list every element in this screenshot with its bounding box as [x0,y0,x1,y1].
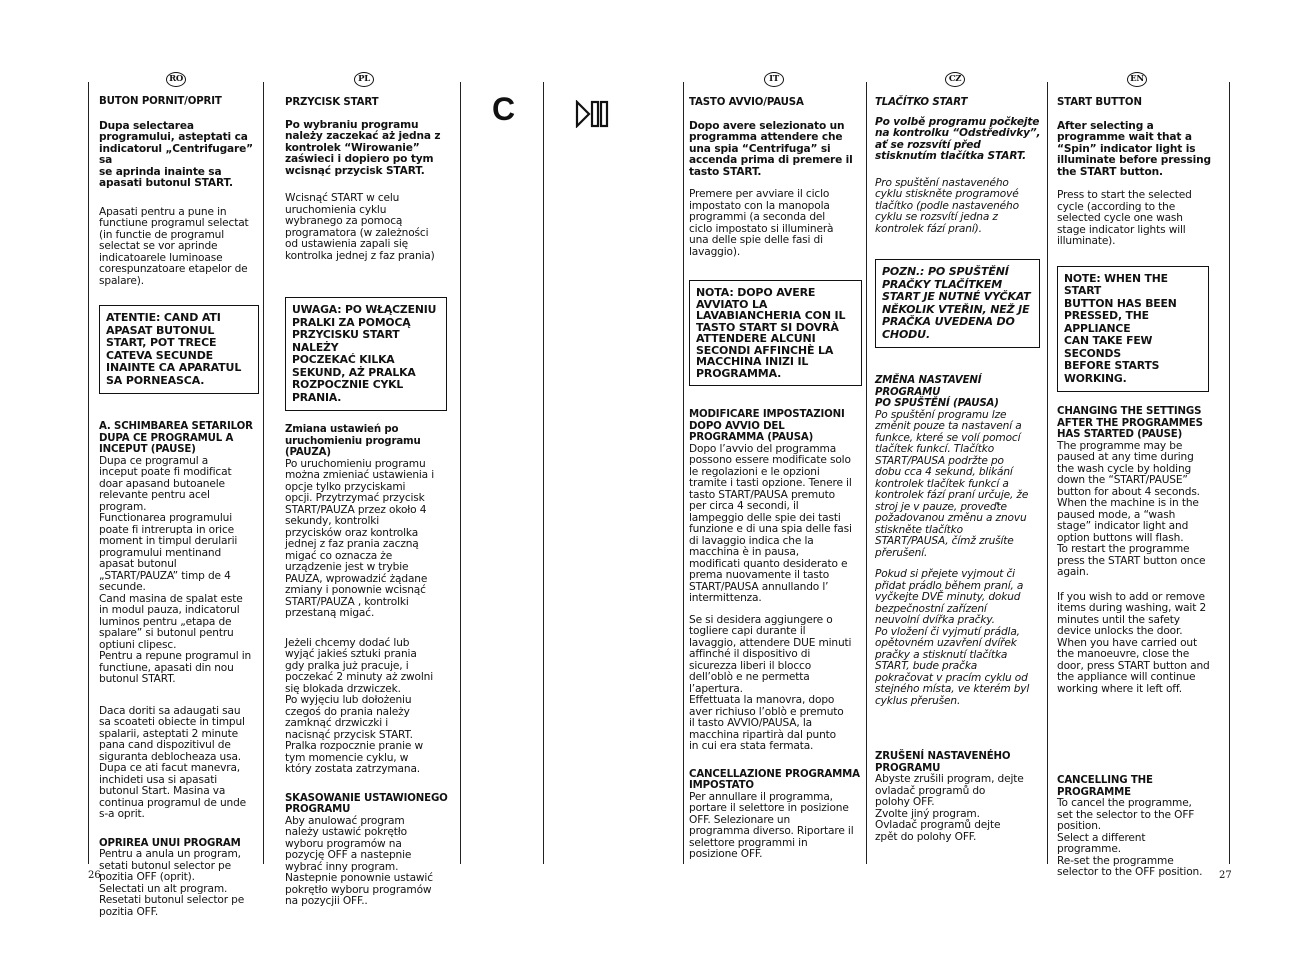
start-pause-icon [575,100,609,132]
notice-box [285,297,447,411]
language-badge-ro: RO [166,72,186,87]
body-text: Se si desidera aggiungere o togliere capi durante il lavaggio, attendere DUE minuti affinché il dispositivo di sicurezza liberi il blocco dell’oblò e ne permetta l’apertura. Effettuata la manovra, dopo aver richiuso l’oblò e premuto il tasto AVVIO/PAUSA, la macchina ripartirà dal punto in cui era stata fermata. [689,613,852,752]
column-divider [866,82,867,864]
intro-text: Dopo avere selezionato un programma attendere che una spia “Centrifuga” si accenda prima di premere il tasto START. [689,119,853,178]
body-text: Press to start the selected cycle (according to the selected cycle one wash stage indicator lights will illuminate). [1057,189,1192,247]
language-badge-cz: CZ [945,72,965,87]
body-text: Wcisnąć START w celu uruchomienia cyklu wybranego za pomocą programatora (w zależności od ustawienia zapali się kontrolka jednej z faz prania) [285,192,435,262]
section-heading: PRZYCISK START [285,97,379,108]
language-badge-it: IT [764,72,784,87]
body-text: Jeżeli chcemy dodać lub wyjąć jakieś sztuki prania gdy pralka już pracuje, i poczekać 2 minuty aż zwolni się blokada drzwiczek. Po wyjęciu lub dołożeniu czegoś do prania należy zamknąć drzwiczki i nacisnąć przycisk START. Pralka rozpocznie pranie w tym momencie cyklu, w który zostata zatrzymana. [285,636,434,775]
body-text: To cancel the programme, set the selector to the OFF position. Select a different programme. Re-set the programme selector to the OFF position. [1057,797,1203,878]
subsection-heading: ZRUŠENÍ NASTAVENÉHO PROGRAMU [875,751,1011,774]
body-text: The programme may be paused at any time during the wash cycle by holding down the “START/PAUSE” button for about 4 seconds. When the machine is in the paused mode, a “wash stage” indicator light and option buttons will flash. To restart the programme press the START button once again. [1057,439,1206,578]
subsection-heading: MODIFICARE IMPOSTAZIONI DOPO AVVIO DEL PROGRAMMA (PAUSA) [689,409,845,443]
notice-text: NOTE: WHEN THE START BUTTON HAS BEEN PRESSED, THE APPLIANCE CAN TAKE FEW SECONDS BEFORE STARTS WORKING. [1064,271,1177,385]
intro-text: Po wybraniu programu należy zaczekać aż jedna z kontrolek “Wirowanie” zaświeci i dopiero po tym wcisnąć przycisk START. [285,118,441,177]
subsection-heading: A. SCHIMBAREA SETARILOR DUPA CE PROGRAMUL A INCEPUT (PAUSE) [99,421,253,455]
notice-text: UWAGA: PO WŁĄCZENIU PRALKI ZA POMOCĄ PRZYCISKU START NALEŻY POCZEKAĆ KILKA SEKUND, AŻ PRALKA ROZPOCZNIE CYKL PRANIA. [292,303,437,404]
subsection-heading: OPRIREA UNUI PROGRAM [99,837,241,849]
column-cz [875,97,1045,843]
c-symbol: C [492,91,516,127]
notice-text: ATENTIE: CAND ATI APASAT BUTONUL START, POT TRECE CATEVA SECUNDE INAINTE CA APARATUL SA PORNEASCA. [106,311,242,387]
body-text: If you wish to add or remove items during washing, wait 2 minutes until the safety device unlocks the door. When you have carried out the manoeuvre, close the door, press START button and the appliance will continue working where it left off. [1057,590,1210,695]
body-text: Per annullare il programma, portare il selettore in posizione OFF. Selezionare un programma diverso. Riportare il selettore programmi in posizione OFF. [689,790,854,860]
body-text: Pokud si přejete vyjmout či přidat prádlo během praní, a vyčkejte DVĚ minuty, dokud bezpečnostní zařízení neuvolní dvířka pračky. Po vložení či vyjmutí prádla, opětovném uzavření dvířek pračky a stisknutí tlačítka START, bude pračka pokračovat v pracím cyklu od stejného místa, ve kterém byl cyklus přerušen. [875,568,1030,707]
section-heading: START BUTTON [1057,97,1142,108]
notice-box [1057,266,1209,393]
section-heading: TLAČÍTKO START [875,97,968,108]
body-text: Daca doriti sa adaugati sau sa scoateti obiecte in timpul spalarii, asteptati 2 minute pana cand dispozitivul de siguranta deblocheaza usa. Dupa ce ati facut manevra, inchideti usa si apasati butonul Start. Masina va continua programul de unde s-a oprit. [99,704,247,820]
body-text: Po uruchomieniu programu można zmieniać ustawienia i opcje tylko przyciskami opcji. Przytrzymać przycisk START/PAUZA przez około 4 sekundy, kontrolki przycisków oraz kontrolka jednej z faz prania zaczną migać co oznacza że urządzenie jest w trybie PAUZA, wprowadzić żądane zmiany i ponownie wcisnąć START/PAUZA , kontrolki przestaną migać. [285,457,435,619]
column-ro [99,96,261,918]
column-en [1057,97,1227,879]
body-text: Po spuštění programu lze změnit pouze ta nastavení a funkce, které se volí pomocí tlačítek funkcí. Tlačítko START/PAUSA podržte po dobu cca 4 sekund, blikání kontrolek tlačítek funkcí a kontrolek fází praní určuje, že stroj je v pauze, proveďte požadovanou změnu a znovu stiskněte tlačítko START/PAUSA, čímž zrušíte přerušení. [875,408,1029,559]
body-text: Premere per avviare il ciclo impostato con la manopola programmi (a seconda del ciclo impostato si illuminerà una delle spie delle fasi di lavaggio). [689,188,834,258]
body-text: Pentru a anula un program, setati butonul selector pe pozitia OFF (oprit). Selectati un alt program. Resetati butonul selector pe pozitia OFF. [99,848,245,918]
notice-text: NOTA: DOPO AVERE AVVIATO LA LAVABIANCHERIA CON IL TASTO START SI DOVRÀ ATTENDERE ALCUNI SECONDI AFFINCHÈ LA MACCHINA INIZI IL PROGRAMMA. [696,286,846,380]
column-divider [1229,82,1230,864]
section-heading: BUTON PORNIT/OPRIT [99,96,222,107]
notice-box [875,259,1040,348]
subsection-heading: CHANGING THE SETTINGS AFTER THE PROGRAMMES HAS STARTED (PAUSE) [1057,406,1203,440]
subsection-heading: CANCELLING THE PROGRAMME [1057,775,1153,798]
body-text: Apasati pentru a pune in functiune programul selectat (in functie de programul selectat se vor aprinde indicatoarele luminoase corespunzatoare etapelor de spalare). [99,205,249,287]
intro-text: Dupa selectarea programului, asteptati ca indicatorul „Centrifugare” sa se aprinda inainte sa apasati butonul START. [99,119,253,189]
subsection-heading: Zmiana ustawień po uruchomieniu programu (PAUZA) [285,424,421,458]
column-divider [683,82,684,864]
column-divider [1047,82,1048,864]
notice-box [689,280,862,386]
column-divider [88,82,89,864]
column-divider [543,82,544,864]
subsection-heading: CANCELLAZIONE PROGRAMMA IMPOSTATO [689,768,860,791]
page-number-left: 26 [88,870,101,881]
intro-text: Po volbě programu počkejte na kontrolku “Odstředivky”, ať se rozsvítí před stisknutím tlačítka START. [875,115,1041,162]
page-number-right: 27 [1219,870,1232,881]
column-it [689,97,865,861]
column-divider [263,82,264,864]
intro-text: After selecting a programme wait that a “Spin” indicator light is illuminate before pressing the START button. [1057,119,1211,178]
body-text: Aby anulować program należy ustawić pokrętło wyboru programów na pozycję OFF a nastepnie wybrać inny program. Nastepnie ponownie ustawić pokrętło wyboru programów na pozycjii OFF.. [285,814,433,907]
subsection-heading: SKASOWANIE USTAWIONEGO PROGRAMU [285,792,448,815]
body-text: Pro spuštění nastaveného cyklu stiskněte programové tlačítko (podle nastaveného cyklu se rozsvítí jedna z kontrolek fází praní). [875,176,1019,235]
subsection-heading: ZMĚNA NASTAVENÍ PROGRAMU PO SPUŠTĚNÍ (PAUSA) [875,375,999,409]
column-divider [460,82,461,864]
body-text: Dupa ce programul a inceput poate fi modificat doar apasand butoanele relevante pentru acel program. Functionarea programului poate fi intrerupta in orice moment in timpul derularii programului mentinand apasat butonul „START/PAUZA” timp de 4 secunde. Cand masina de spalat este in modul pauza, indicatorul luminos pentru „etapa de spalare” si butonul pentru optiuni clipesc. Pentru a repune programul in functiune, apasati din nou butonul START. [99,454,252,685]
section-heading: TASTO AVVIO/PAUSA [689,97,804,108]
language-badge-en: EN [1127,72,1147,87]
body-text: Abyste zrušili program, dejte ovladač programů do polohy OFF. Zvolte jiný program. Ovladač programů dejte zpět do polohy OFF. [875,773,1024,843]
column-pl [285,97,455,908]
notice-text: POZN.: PO SPUŠTĚNÍ PRAČKY TLAČÍTKEM START JE NUTNÉ VYČKAT NĚKOLIK VTEŘIN, NEŽ JE PRAČKA UVEDENA DO CHODU. [882,265,1031,341]
language-badge-pl: PL [354,72,374,87]
notice-box [99,305,259,394]
body-text: Dopo l’avvio del programma possono essere modificate solo le regolazioni e le opzioni tramite i tasti opzione. Tenere il tasto START/PAUSA premuto per circa 4 secondi, il lampeggio delle spie dei tasti funzione e di una spia delle fasi di lavaggio indica che la macchina è in pausa, modificati quanto desiderato e prema nuovamente il tasto START/PAUSA annullando l’ intermittenza. [689,442,852,604]
